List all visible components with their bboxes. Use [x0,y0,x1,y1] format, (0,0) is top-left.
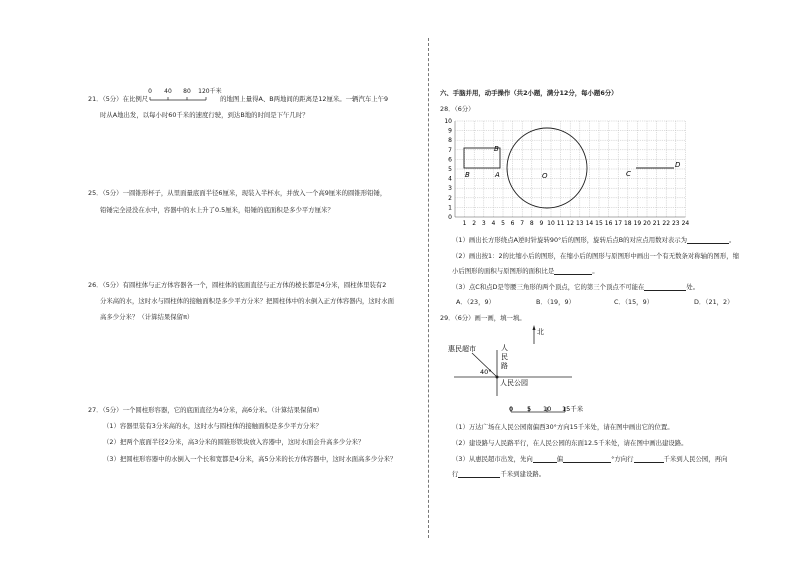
x-tick-label: 21 [652,220,661,227]
x-tick-label: 15 [595,220,603,227]
road-label: 路 [501,362,508,370]
question-number: 21． [88,95,103,103]
north-arrow-head [533,325,536,330]
sub-question: 千米到人民公园，再向 [663,455,728,463]
point-o-label: O [542,172,548,180]
section-heading: 六、手脑并用，动手操作（共2小题，满分12分，每小题6分） [440,89,618,97]
x-tick-label: 22 [662,220,671,227]
y-tick-label: 5 [448,166,452,173]
sub-question: 千米到建设路。 [500,470,546,478]
x-tick-label: 5 [501,220,505,227]
coordinate-grid [438,118,692,230]
question-21 [88,88,389,103]
x-tick-label: 1 [462,220,467,227]
sub-question: （1）容器里装有3分米高的水，这时水与圆柱体的接触面积是多少平方分米？ [103,422,323,430]
x-tick-label: 9 [539,220,544,227]
column-divider [428,38,429,538]
question-number: 25． [88,189,103,197]
x-tick-label: 13 [575,220,584,227]
punctuation: 处。 [686,283,700,291]
y-tick-label: 10 [444,118,452,125]
angle-label: 40° [480,368,492,376]
road-label: 民 [501,353,508,361]
question-25 [88,189,386,197]
question-text: 铅锤完全浸没在水中，容器中的水上升了0.5厘米，铅锤的底面积是多少平方厘米？ [100,206,334,214]
y-tick-label: 6 [448,156,452,164]
sub-question: 小后图形的面积与原图形的面积比是 [452,267,555,275]
scale-label: 10 [543,405,552,413]
point-a-label: A [495,171,500,179]
scale-line [148,97,220,103]
x-tick-label: 17 [614,220,623,227]
x-tick-labels [463,220,690,227]
x-tick-label: 23 [671,220,680,227]
x-tick-label: 4 [491,220,496,227]
question-text: 时从A地出发，以每小时60千米的速度行驶，到达B地的时间是下午几时？ [100,111,309,119]
park-label: 人民公园 [500,379,528,387]
x-tick-label: 3 [481,220,486,227]
y-tick-label: 4 [448,175,452,183]
x-tick-label: 8 [529,220,534,227]
answer-blank[interactable] [458,470,500,478]
sub-question: （3）把圆柱形容器中的水倒入一个长和宽都是4分米，高5分米的长方体容器中，这时水面高多少分米？ [103,455,397,463]
north-label: 北 [537,328,544,336]
sub-question: 行 [452,470,459,478]
scale-bar [148,88,222,103]
scale-label: 40 [164,88,172,95]
point-d-label: D [675,161,681,169]
punctuation: 。 [729,236,736,244]
y-tick-label: 8 [448,137,452,145]
supermarket-label: 惠民超市 [448,345,476,353]
point-b-label: B [465,171,470,179]
q28-sub2b [452,267,599,275]
y-tick-label: 1 [448,204,452,212]
q29-sub3 [452,455,727,463]
option-b[interactable]: B．（19，9） [536,298,575,306]
x-tick-label: 18 [623,220,632,227]
answer-blank[interactable] [687,236,729,244]
x-tick-label: 24 [681,220,690,227]
y-tick-label: 9 [448,127,452,135]
sub-question: （3）点C和点D是等腰三角形的两个顶点，它的第三个顶点不可能在 [452,283,645,291]
point-b-label: B [494,145,499,153]
punctuation: 。 [592,267,599,275]
sub-question: （2）建设路与人民路平行，在人民公园的东面12.5千米处，请在图中画出建设路。 [452,439,688,447]
answer-blank[interactable] [634,455,664,463]
question-text: （5分）一圆锥形杯子，从里面量底面半径6厘米，现装入半杯水，并放入一个高9厘米的圆锥形铅锤， [102,189,387,197]
circle-shape [507,128,587,208]
scale-label: 80 [183,88,191,95]
sub-question: °方向行 [611,455,634,463]
sub-question: （1）万达广场在人民公园南偏西30°方向15千米处，请在图中画出它的位置。 [452,423,674,431]
sub-question: （1）画出长方形绕点A逆时针旋转90°后的图形，旋转后点B的对应点用数对表示为 [452,236,688,244]
question-number: 26． [88,281,103,289]
answer-blank[interactable] [644,283,686,291]
question-text: （5分）在比例尺 [102,95,149,103]
answer-blank[interactable] [563,455,611,463]
point-c-label: C [626,170,631,178]
y-tick-label: 0 [448,214,452,221]
road-label: 人 [501,344,508,352]
sub-question: （3）从惠民超市出发，先向 [452,455,533,463]
question-number: 29．（6分）画一画，填一填。 [440,314,526,322]
x-tick-label: 14 [585,220,594,227]
option-a[interactable]: A．（23，9） [456,298,495,306]
y-tick-label: 7 [448,146,452,154]
x-tick-label: 11 [556,220,565,227]
question-text: 分米高的水，这时水与圆柱体的接触面积是多少平方分米？把圆柱体中的水倒入正方体容器内，这时水面 [100,297,394,305]
x-tick-label: 2 [472,220,477,227]
x-tick-label: 7 [520,220,525,227]
park-point [496,376,499,379]
sub-question: （2）画出按1：2的比缩小后的图形，在缩小后的图形与原图形中画出一个有无数条对称轴的图形，缩 [452,252,739,260]
x-tick-label: 12 [566,220,575,227]
x-tick-label: 6 [510,220,515,227]
question-27 [88,406,323,414]
x-tick-label: 16 [604,220,613,227]
q29-sub3-cont [452,470,545,478]
sub-question: （2）把两个底面半径2分米，高3分米的圆锥形铁块放入容器中，这时水面会升高多少分米？ [103,438,365,446]
answer-blank[interactable] [533,455,557,463]
question-26 [88,281,386,289]
x-tick-label: 10 [547,220,555,227]
q28-sub1 [452,236,735,244]
map-figure [440,322,600,422]
y-tick-label: 2 [448,194,452,202]
question-text: （5分）有圆柱体与正方体容器各一个，圆柱体的底面直径与正方体的棱长都是4分米，圆柱体里装有2 [102,281,387,289]
answer-blank[interactable] [554,267,592,275]
option-c[interactable]: C．（15，9） [614,298,654,306]
sub-question: 偏 [556,455,564,463]
question-text: 的地图上量得A、B两地间的距离是12厘米。一辆汽车上午9 [220,95,389,103]
y-tick-labels [444,118,452,221]
question-text: 高多少分米？（计算结果保留π） [100,313,194,321]
scale-label: 0 [148,88,152,95]
x-tick-label: 20 [643,220,651,227]
scale-label: 0 [509,405,514,413]
scale-label: 5 [527,405,532,413]
scale-label: 15千米 [562,405,584,413]
scale-label: 120千米 [198,88,222,95]
question-number: 28．（6分） [440,105,475,113]
q28-sub3 [452,283,699,291]
question-number: 27． [88,406,103,414]
x-tick-label: 19 [633,220,642,227]
y-tick-label: 3 [448,185,452,193]
option-d[interactable]: D．（21，2） [694,298,734,306]
question-text: （5分）一个圆柱形容器，它的底面直径为4分米，高6分米。（计算结果保留π） [102,406,324,414]
